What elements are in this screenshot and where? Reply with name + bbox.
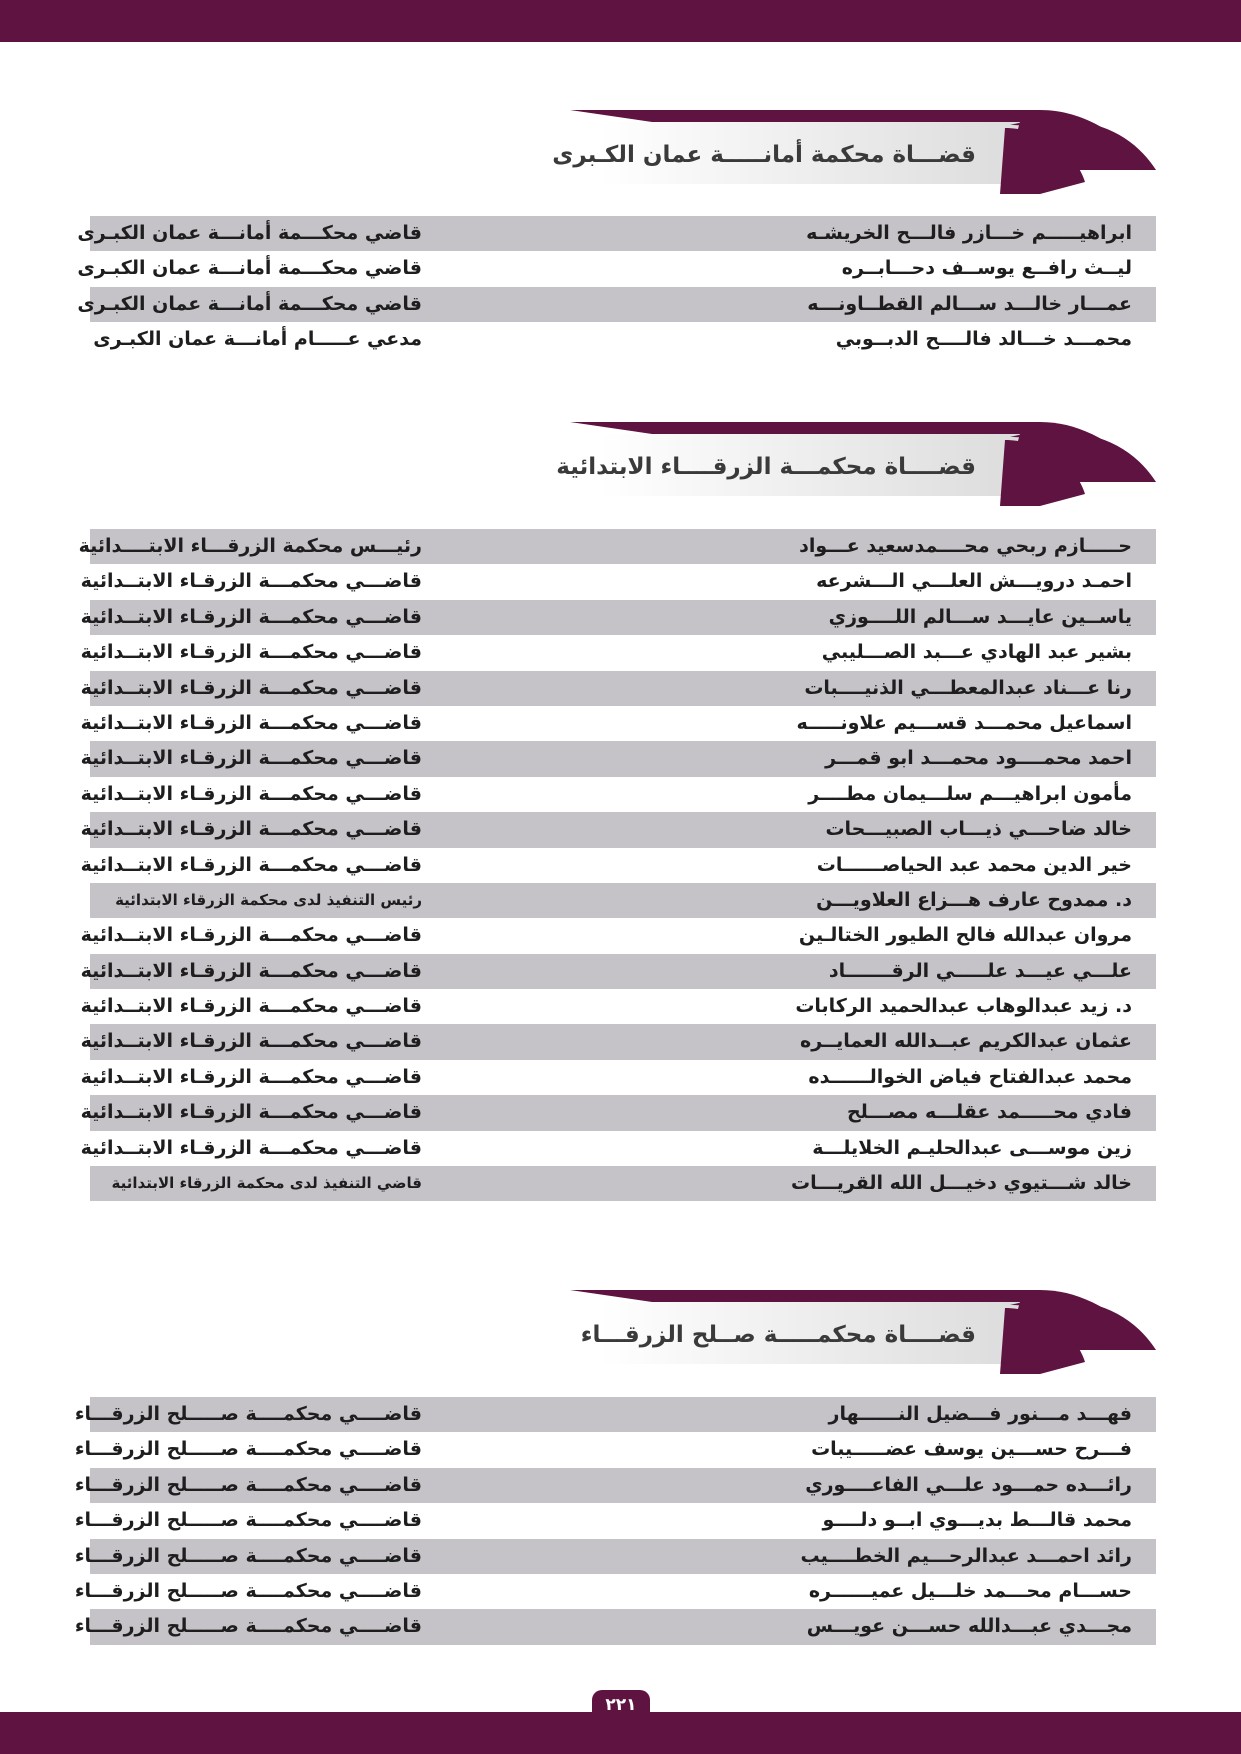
table-row bbox=[74, 1468, 1156, 1503]
judge-title: قاضـــي محكمـــة الزرقـاء الابتــدائية bbox=[80, 641, 422, 664]
judge-name: رائد احمـــد عبدالرحـــيم الخطــــيب bbox=[800, 1544, 1132, 1567]
judge-name: د. ممدوح عارف هـــزاع العلاويـــن bbox=[816, 888, 1132, 911]
judge-title: قاضـــي محكمـــة الزرقـاء الابتــدائية bbox=[80, 570, 422, 593]
judge-name: عمـــار خالـــد ســـالم القطــاونـــه bbox=[807, 292, 1132, 315]
judge-title: قاضي محكـــمة أمانـــة عمان الكبـرى bbox=[77, 257, 422, 280]
judge-name: زين موســـى عبدالحليـم الخلايلـــة bbox=[812, 1136, 1132, 1159]
judge-title: قاضــــي محكمــــة صـــــلح الزرقـــاء bbox=[74, 1403, 422, 1425]
judge-title: قاضـــي محكمـــة الزرقـاء الابتــدائية bbox=[80, 924, 422, 947]
judge-name: بشير عبد الهادي عـــبد الصـــليبي bbox=[821, 641, 1132, 664]
table-row bbox=[90, 322, 1156, 357]
judge-title: قاضـــي محكمـــة الزرقـاء الابتــدائية bbox=[80, 782, 422, 805]
judge-title: قاضي محكـــمة أمانـــة عمان الكبـرى bbox=[77, 292, 422, 315]
judge-title: قاضـــي محكمـــة الزرقـاء الابتــدائية bbox=[80, 711, 422, 734]
section-title: قضـــاة محكمة أمانـــــة عمان الكـبرى bbox=[552, 142, 976, 168]
table-row bbox=[80, 741, 1156, 776]
page-number: ٢٢١ bbox=[592, 1690, 650, 1720]
table-row bbox=[80, 1060, 1156, 1095]
table-row bbox=[80, 812, 1156, 847]
judge-name: علـــي عيـــد علـــــي الرقـــــــاد bbox=[828, 959, 1132, 982]
judge-title: قاضـــي محكمـــة الزرقـاء الابتــدائية bbox=[80, 1136, 422, 1159]
judge-title: قاضـــي محكمـــة الزرقـاء الابتــدائية bbox=[80, 818, 422, 841]
judge-name: حســـام محـــمد خلـــيل عميــــــره bbox=[808, 1579, 1132, 1602]
judge-title: رئيس التنفيذ لدى محكمة الزرقاء الابتدائية bbox=[115, 890, 422, 909]
judge-name: مجـــدي عبـــدالله حســـن عويـــس bbox=[806, 1615, 1132, 1638]
section-banner bbox=[556, 422, 1156, 506]
judge-name: محمد عبدالفتاح فياض الخوالــــــده bbox=[808, 1065, 1132, 1088]
judge-title: قاضي محكـــمة أمانـــة عمان الكبـرى bbox=[77, 222, 422, 244]
table-row bbox=[74, 1539, 1156, 1574]
judge-title: قاضــــي محكمــــة صـــــلح الزرقـــاء bbox=[74, 1579, 422, 1602]
table-row bbox=[80, 635, 1156, 670]
judge-name: خير الدين محمد عبد الحياصــــــات bbox=[816, 853, 1132, 876]
judge-title: قاضي التنفيذ لدى محكمة الزرقاء الابتدائية bbox=[111, 1174, 422, 1193]
judge-title: قاضـــي محكمـــة الزرقـاء الابتــدائية bbox=[80, 1065, 422, 1088]
judge-title: مدعي عـــــام أمانـــة عمان الكبـرى bbox=[93, 328, 422, 351]
table-row bbox=[74, 1432, 1156, 1467]
table-row bbox=[80, 1131, 1156, 1166]
table-row bbox=[80, 918, 1156, 953]
judge-title: قاضـــي محكمـــة الزرقـاء الابتــدائية bbox=[80, 747, 422, 770]
table-row bbox=[74, 1503, 1156, 1538]
judge-title: قاضــــي محكمــــة صـــــلح الزرقـــاء bbox=[74, 1438, 422, 1461]
judge-title: قاضـــي محكمـــة الزرقـاء الابتــدائية bbox=[80, 1101, 422, 1124]
judge-name: د. زيد عبدالوهاب عبدالحميد الركابات bbox=[795, 995, 1132, 1018]
judges-table bbox=[77, 216, 1156, 358]
judge-name: فادي محـــــمد عقلـــه مصـــلح bbox=[846, 1101, 1132, 1124]
judge-name: رائـــده حمـــود علـــي الفاعــــوري bbox=[805, 1473, 1132, 1496]
table-row bbox=[77, 251, 1156, 286]
judge-title: قاضــــي محكمــــة صـــــلح الزرقـــاء bbox=[74, 1615, 422, 1638]
judges-table bbox=[74, 1397, 1156, 1645]
table-row bbox=[74, 1574, 1156, 1609]
table-row bbox=[80, 671, 1156, 706]
table-row bbox=[80, 848, 1156, 883]
section-banner bbox=[570, 1290, 1156, 1374]
judges-table bbox=[78, 529, 1156, 1201]
table-row bbox=[90, 1166, 1156, 1201]
judge-name: مروان عبدالله فالح الطيور الختالـين bbox=[798, 924, 1132, 947]
judge-title: رئيـــس محكمة الزرقـــاء الابتــــدائية bbox=[78, 535, 422, 557]
table-row bbox=[80, 706, 1156, 741]
table-row bbox=[77, 287, 1156, 322]
section-title: قضــــاة محكمـــــة صــلح الزرقـــاء bbox=[580, 1322, 976, 1348]
table-row bbox=[74, 1397, 1156, 1432]
judge-title: قاضــــي محكمــــة صـــــلح الزرقـــاء bbox=[74, 1544, 422, 1567]
judge-name: عثمان عبدالكريم عبــدالله العمايــره bbox=[800, 1030, 1132, 1053]
judge-title: قاضـــي محكمـــة الزرقـاء الابتــدائية bbox=[80, 959, 422, 982]
judge-title: قاضــــي محكمــــة صـــــلح الزرقـــاء bbox=[74, 1473, 422, 1496]
judge-name: احمـد درويـــش العلـــي الـــشرعه bbox=[816, 570, 1132, 593]
judge-title: قاضـــي محكمـــة الزرقـاء الابتــدائية bbox=[80, 605, 422, 628]
table-row bbox=[74, 1609, 1156, 1644]
table-row bbox=[80, 1095, 1156, 1130]
judge-title: قاضـــي محكمـــة الزرقـاء الابتــدائية bbox=[80, 676, 422, 699]
judge-name: احمد محمــــود محمـــد ابو قمـــر bbox=[825, 747, 1132, 770]
judge-title: قاضــــي محكمــــة صـــــلح الزرقـــاء bbox=[74, 1509, 422, 1532]
judge-name: فـــرح حســـين يوسف عضـــــيبات bbox=[811, 1438, 1132, 1461]
judge-name: اسماعيل محمـــد قســـيم علاونـــــه bbox=[796, 711, 1132, 734]
section-banner bbox=[552, 110, 1156, 194]
table-row bbox=[80, 954, 1156, 989]
judge-title: قاضـــي محكمـــة الزرقـاء الابتــدائية bbox=[80, 1030, 422, 1053]
section-title: قضــــاة محكمـــة الزرقــــاء الابتدائية bbox=[556, 454, 976, 480]
judge-title: قاضـــي محكمـــة الزرقـاء الابتــدائية bbox=[80, 853, 422, 876]
table-row bbox=[90, 883, 1156, 918]
judge-name: ليــث رافــع يوســف دحـــابــره bbox=[841, 257, 1132, 280]
judge-name: رنا عـــناد عبدالمعطـــي الذنيــــبات bbox=[804, 676, 1132, 699]
judge-name: مأمون ابراهيـــم سلـــيمان مطــــر bbox=[808, 782, 1132, 805]
top-bar bbox=[0, 0, 1241, 42]
table-row bbox=[80, 600, 1156, 635]
judge-name: محمد قالـــط بديـــوي ابــو دلــــو bbox=[822, 1509, 1132, 1532]
table-row bbox=[80, 1024, 1156, 1059]
judge-name: خالد ضاحـــي ذيـــاب الصبيـــحات bbox=[825, 818, 1132, 841]
judge-name: فهـــد مـــنور فـــضيل النــــــهار bbox=[828, 1403, 1132, 1425]
table-row bbox=[78, 529, 1156, 564]
judge-name: ياســين عايـــد ســـالم اللــــوزي bbox=[828, 605, 1132, 628]
table-row bbox=[80, 989, 1156, 1024]
judge-name: خالد شـــتيوي دخيـــل الله القريـــات bbox=[791, 1172, 1132, 1195]
judge-title: قاضـــي محكمـــة الزرقـاء الابتــدائية bbox=[80, 995, 422, 1018]
table-row bbox=[80, 777, 1156, 812]
judge-name: محمـــد خـــالد فالــــح الدبــوبي bbox=[835, 328, 1132, 351]
table-row bbox=[77, 216, 1156, 251]
table-row bbox=[80, 564, 1156, 599]
judge-name: حـــــازم ربحي محــــمدسعيد عـــواد bbox=[799, 535, 1132, 557]
judge-name: ابراهيـــــم خـــازر فالـــح الخريشـه bbox=[806, 222, 1132, 244]
